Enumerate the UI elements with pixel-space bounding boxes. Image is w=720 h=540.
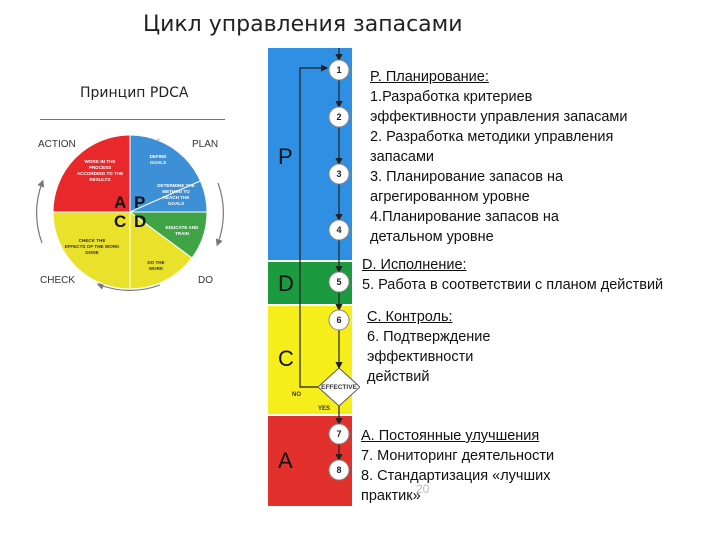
section-plan-line: эффективности управления запасами (370, 109, 628, 125)
yes-label: YES (318, 406, 331, 412)
label-action: ACTION (38, 139, 76, 150)
step-number: 5 (336, 277, 342, 287)
section-plan-line: 3. Планирование запасов на (370, 169, 564, 185)
sector-blue-bottom-line: REACH THE (162, 195, 190, 200)
section-plan-line: запасами (370, 149, 435, 165)
section-plan-line: 1.Разработка критериев (370, 89, 533, 105)
sector-yellow-left-line: EFFECTS OF THE WORK (64, 244, 120, 249)
subtitle: Принцип PDCA (80, 85, 189, 101)
cycle-arrow-right (218, 183, 223, 243)
section-plan-line: агрегированном уровне (370, 189, 530, 205)
phase-letter-c: C (278, 346, 294, 371)
phase-letter-p: P (278, 144, 293, 169)
step-number: 2 (336, 112, 342, 122)
section-plan-line: 4.Планирование запасов на (370, 209, 559, 225)
section-check-heading: C. Контроль: (367, 309, 453, 325)
section-check (367, 307, 490, 387)
letter-a: A (114, 193, 127, 212)
label-plan: PLAN (192, 139, 219, 150)
pdca-flowchart (268, 48, 360, 506)
section-act-line: практик» (361, 488, 421, 504)
section-plan-heading: P. Планирование: (370, 69, 489, 85)
page-title: Цикл управления запасами (143, 12, 463, 37)
sector-green-line: TRAIN (174, 231, 190, 236)
sector-yellow-left-line: DONE (85, 250, 99, 255)
section-act-line: 7. Мониторинг деятельности (361, 448, 555, 464)
step-number: 4 (336, 225, 342, 235)
section-plan-line: 2. Разработка методики управления (370, 129, 614, 145)
section-check-line: 6. Подтверждение (367, 329, 491, 345)
section-do-heading: D. Исполнение: (362, 257, 467, 273)
sector-red-line: RESULTS (89, 177, 111, 182)
letter-c: C (114, 212, 127, 231)
phase-letter-d: D (278, 271, 294, 296)
sector-blue-bottom-line: DETERMINE THE (157, 183, 195, 188)
section-check-line: действий (367, 369, 430, 385)
step-number: 7 (336, 429, 342, 439)
sector-yellow-right-line: WORK (148, 266, 164, 271)
step-number: 1 (336, 65, 342, 75)
sector-red-line: WORK IN THE (84, 159, 116, 164)
no-label: NO (292, 392, 301, 398)
label-do: DO (198, 275, 213, 286)
sector-red-line: PROCESS (88, 165, 112, 170)
section-plan (370, 67, 628, 247)
step-number: 8 (336, 465, 342, 475)
sector-yellow-left-line: CHECK THE (78, 238, 106, 243)
sector-blue-bottom-line: METHOD TO (162, 189, 190, 194)
label-check: CHECK (40, 275, 76, 286)
sector-green-line: EDUCATE AND (165, 225, 199, 230)
letter-d: D (134, 212, 147, 231)
section-check-line: эффективности (367, 349, 474, 365)
phase-letter-a: A (278, 448, 293, 473)
sector-blue-top-line: DEFINE (149, 154, 167, 159)
divider (40, 119, 225, 120)
sector-yellow-right-line: DO THE (147, 260, 165, 265)
step-number: 6 (336, 315, 342, 325)
sector-red-line: ACCORDING TO THE (76, 171, 124, 176)
section-act (361, 426, 554, 506)
decision-label: EFFECTIVE (321, 384, 357, 391)
letter-p: P (134, 193, 146, 212)
cycle-arrow-left (37, 183, 42, 243)
page-number: 20 (416, 482, 430, 496)
section-do-line: 5. Работа в соответствии с планом действий (362, 277, 664, 293)
section-plan-line: детальном уровне (370, 229, 494, 245)
sector-blue-top-line: GOALS (149, 160, 167, 165)
pdca-wheel (30, 125, 230, 300)
step-number: 3 (336, 169, 342, 179)
section-act-heading: A. Постоянные улучшения (361, 428, 540, 444)
section-do (362, 255, 663, 295)
section-act-line: 8. Стандартизация «лучших (361, 468, 551, 484)
sector-blue-bottom-line: GOALS (167, 201, 185, 206)
